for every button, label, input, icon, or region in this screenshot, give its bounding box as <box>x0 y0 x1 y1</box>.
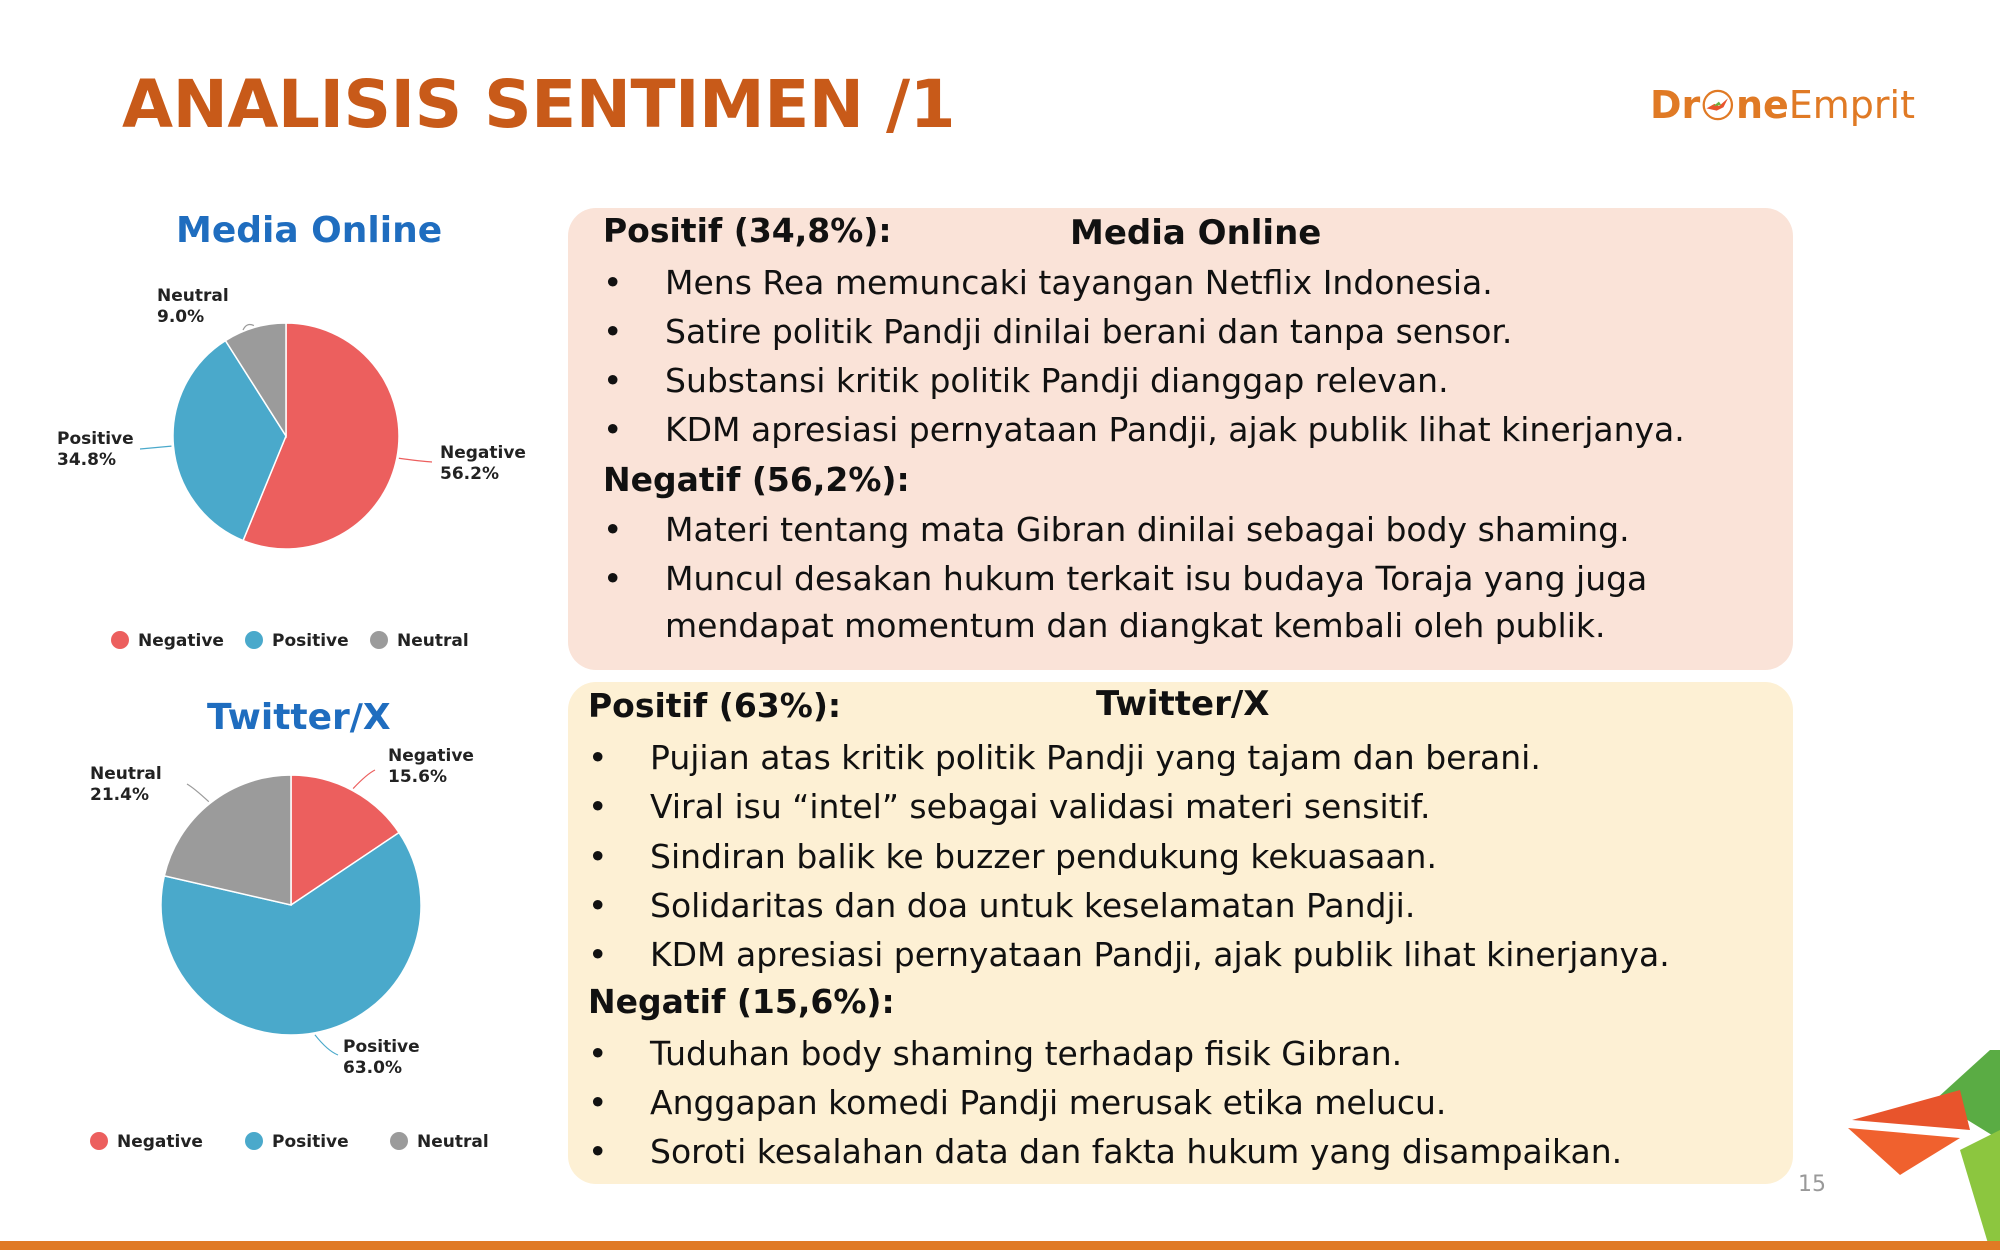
legend-marker <box>111 631 129 649</box>
logo-text-part3: Emprit <box>1788 83 1915 127</box>
pie-leader-line <box>187 784 209 802</box>
legend-marker <box>370 631 388 649</box>
legend-label: Positive <box>272 1132 349 1152</box>
pie-leader-line <box>353 770 375 789</box>
media-negative-head: Negatif (56,2%): <box>603 460 910 499</box>
pie-data-label: Negative 56.2% <box>440 443 526 484</box>
pie-data-label: Negative 15.6% <box>388 746 474 787</box>
pie-leader-line <box>140 446 171 449</box>
twitter-positive-head: Positif (63%): <box>588 686 842 725</box>
page-number: 15 <box>1798 1172 1826 1197</box>
pie-data-label: Neutral 9.0% <box>157 286 229 327</box>
twitter-panel-title: Twitter/X <box>1096 684 1270 724</box>
legend-label: Neutral <box>417 1132 489 1152</box>
legend-marker <box>90 1132 108 1150</box>
legend-marker <box>390 1132 408 1150</box>
bottom-accent-bar <box>0 1241 2000 1250</box>
legend-marker <box>245 1132 263 1150</box>
pie-data-label: Positive 63.0% <box>343 1037 420 1078</box>
media-positive-head: Positif (34,8%): <box>603 211 892 250</box>
twitter-negative-head: Negatif (15,6%): <box>588 982 895 1021</box>
legend-marker <box>245 631 263 649</box>
pie-leader-line <box>399 458 432 462</box>
legend-label: Positive <box>272 631 349 651</box>
legend-label: Neutral <box>397 631 469 651</box>
pie-charts <box>0 0 560 1200</box>
page-title: ANALISIS SENTIMEN /1 <box>122 66 956 143</box>
chart-title-media-online: Media Online <box>176 210 443 251</box>
pie-data-label: Positive 34.8% <box>57 429 134 470</box>
logo-text-part1: Dr <box>1650 83 1701 127</box>
chart-title-twitter: Twitter/X <box>207 697 391 738</box>
logo-text-part2: ne <box>1735 83 1789 127</box>
drone-emprit-logo <box>1650 72 1915 138</box>
decorative-leaf-shapes <box>1840 1050 2000 1250</box>
logo-bird-icon <box>1702 77 1734 133</box>
pie-leader-line <box>315 1035 338 1055</box>
media-panel-title: Media Online <box>1070 213 1322 253</box>
legend-label: Negative <box>138 631 224 651</box>
pie-data-label: Neutral 21.4% <box>90 764 162 805</box>
legend-label: Negative <box>117 1132 203 1152</box>
